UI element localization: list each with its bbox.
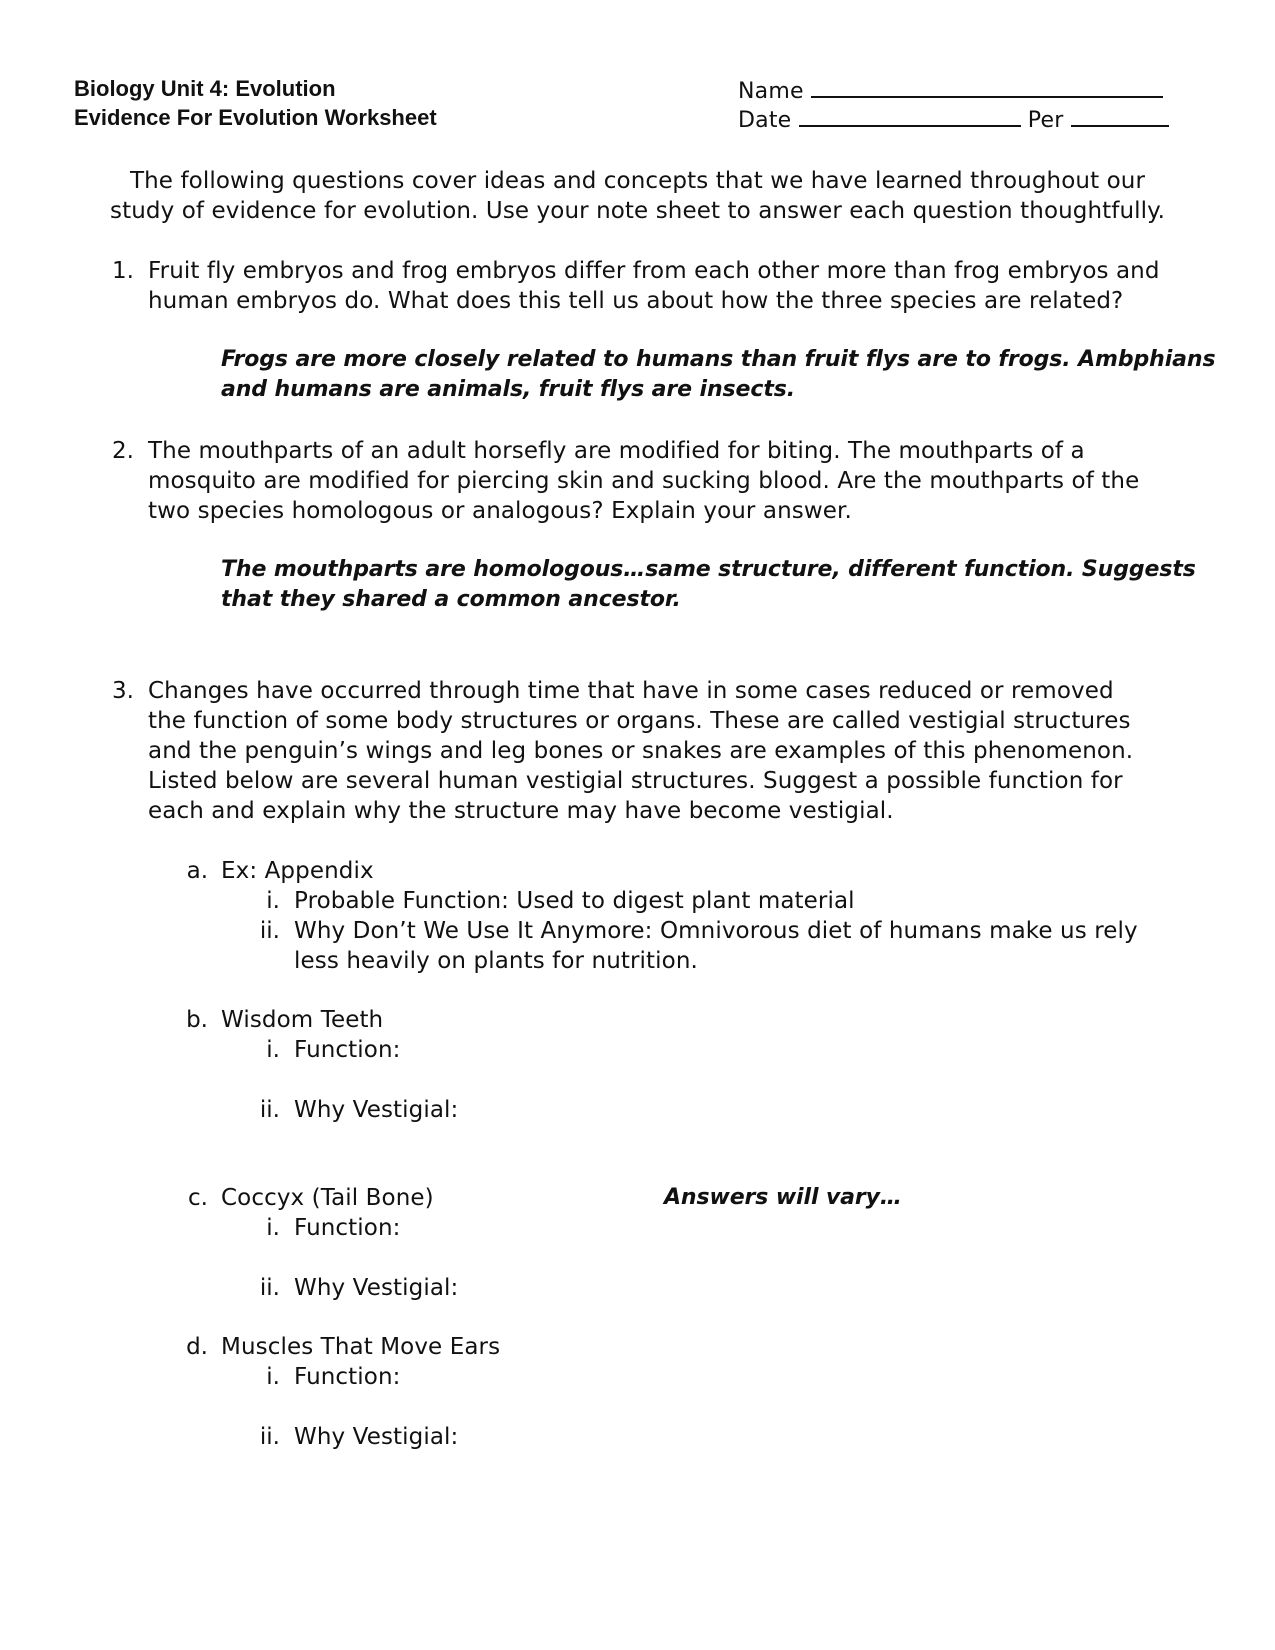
question-2-number: 2.: [112, 438, 134, 464]
question-1-number: 1.: [112, 258, 134, 284]
structure-d-item-2-roman: ii.: [259, 1424, 280, 1450]
structure-d-letter: d.: [186, 1334, 208, 1360]
structure-d-item-2-text: Why Vestigial:: [294, 1424, 459, 1450]
question-3-line-1: Changes have occurred through time that have in some cases reduced or removed: [148, 678, 1114, 704]
structure-c-item-1-text: Function:: [294, 1215, 401, 1241]
structure-b-item-2-roman: ii.: [259, 1097, 280, 1123]
question-3-line-5: each and explain why the structure may have become vestigial.: [148, 798, 894, 824]
question-1-line-1: Fruit fly embryos and frog embryos differ from each other more than frog embryos and: [148, 258, 1160, 284]
structure-b-item-1-text: Function:: [294, 1037, 401, 1063]
structure-b-letter: b.: [186, 1007, 208, 1033]
structure-a-item-2-roman: ii.: [259, 918, 280, 944]
per-label: Per: [1027, 108, 1064, 133]
question-3-line-2: the function of some body structures or organs. These are called vestigial structures: [148, 708, 1131, 734]
per-blank: [1071, 103, 1169, 127]
date-per-field: [738, 103, 1169, 135]
question-3-line-4: Listed below are several human vestigial structures. Suggest a possible function for: [148, 768, 1123, 794]
structure-d-item-1-text: Function:: [294, 1364, 401, 1390]
structure-c-name: Coccyx (Tail Bone): [221, 1185, 434, 1211]
name-field: [738, 74, 1163, 106]
structure-a-name: Ex: Appendix: [221, 858, 374, 884]
answer-2-line-2: that they shared a common ancestor.: [221, 587, 681, 612]
name-label: Name: [738, 79, 804, 104]
structure-c-letter: c.: [188, 1185, 208, 1211]
question-1-line-2: human embryos do. What does this tell us about how the three species are related?: [148, 288, 1124, 314]
answer-1-line-2: and humans are animals, fruit flys are insects.: [221, 377, 795, 402]
answers-vary-note: Answers will vary…: [664, 1185, 902, 1210]
structure-a-item-1-text: Probable Function: Used to digest plant material: [294, 888, 855, 914]
unit-title: Biology Unit 4: Evolution: [74, 76, 336, 101]
structure-a-item-1-roman: i.: [266, 888, 280, 914]
structure-a-letter: a.: [186, 858, 208, 884]
name-blank: [811, 74, 1163, 98]
question-2-line-2: mosquito are modified for piercing skin and sucking blood. Are the mouthparts of the: [148, 468, 1140, 494]
date-label: Date: [738, 108, 792, 133]
structure-b-item-2-text: Why Vestigial:: [294, 1097, 459, 1123]
date-blank: [799, 103, 1021, 127]
structure-b-item-1-roman: i.: [266, 1037, 280, 1063]
structure-d-item-1-roman: i.: [266, 1364, 280, 1390]
structure-b-name: Wisdom Teeth: [221, 1007, 384, 1033]
question-2-line-3: two species homologous or analogous? Explain your answer.: [148, 498, 852, 524]
question-2-line-1: The mouthparts of an adult horsefly are modified for biting. The mouthparts of a: [148, 438, 1085, 464]
worksheet-title: Evidence For Evolution Worksheet: [74, 105, 437, 130]
structure-d-name: Muscles That Move Ears: [221, 1334, 501, 1360]
structure-c-item-1-roman: i.: [266, 1215, 280, 1241]
intro-line-2: study of evidence for evolution. Use your note sheet to answer each question thoughtfully.: [110, 198, 1165, 224]
question-3-line-3: and the penguin’s wings and leg bones or snakes are examples of this phenomenon.: [148, 738, 1134, 764]
structure-a-item-2-text: Why Don’t We Use It Anymore: Omnivorous diet of humans make us rely: [294, 918, 1138, 944]
structure-c-item-2-text: Why Vestigial:: [294, 1275, 459, 1301]
answer-1-line-1: Frogs are more closely related to humans than fruit flys are to frogs. Ambphians: [221, 347, 1216, 372]
intro-line-1: The following questions cover ideas and concepts that we have learned throughout our: [129, 168, 1146, 194]
question-3-number: 3.: [112, 678, 134, 704]
answer-2-line-1: The mouthparts are homologous…same structure, different function. Suggests: [221, 557, 1196, 582]
structure-a-item-2-cont: less heavily on plants for nutrition.: [294, 948, 698, 974]
structure-c-item-2-roman: ii.: [259, 1275, 280, 1301]
